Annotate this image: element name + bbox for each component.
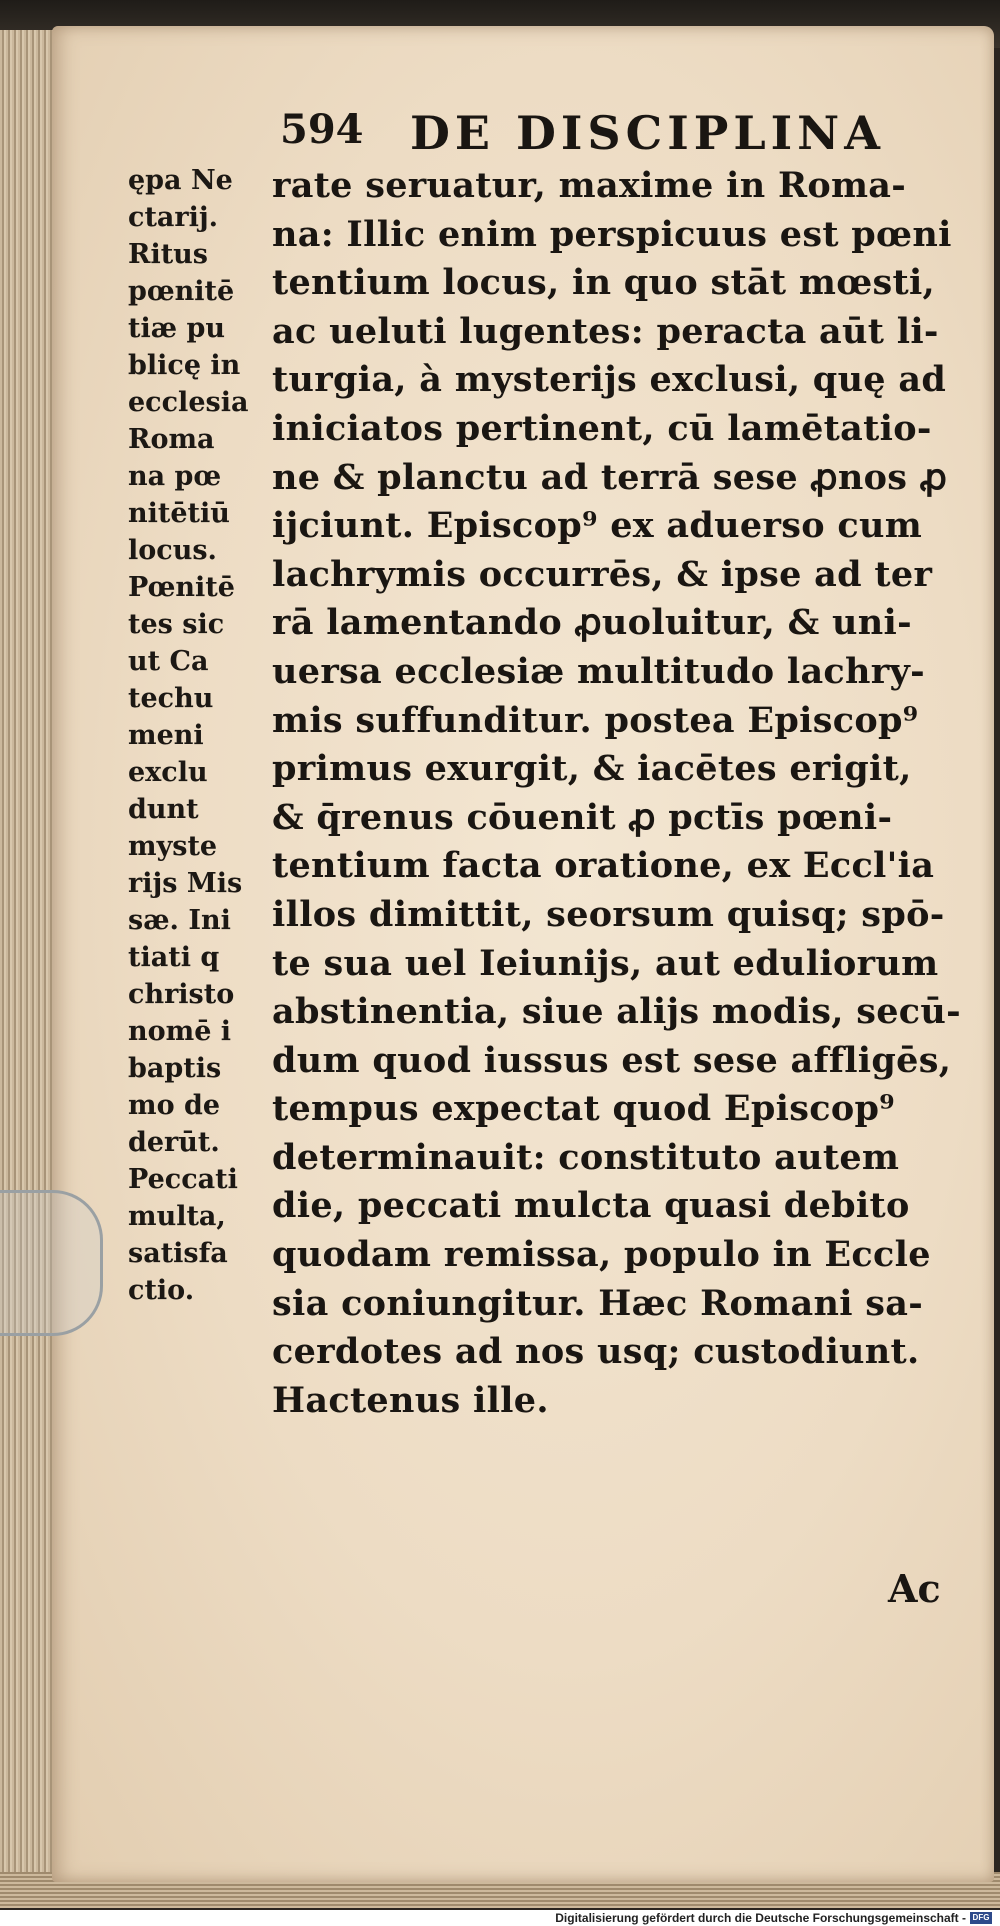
- book-page-edges: [0, 30, 60, 1890]
- margin-note-line: na pœ: [128, 461, 222, 492]
- text-line: dum quod iussus est sese affligēs,: [272, 1039, 952, 1081]
- text-line: Hactenus ille.: [272, 1379, 549, 1421]
- text-line: iniciatos pertinent, cū lamētatio-: [272, 407, 932, 449]
- margin-note-line: mo de: [128, 1090, 221, 1121]
- margin-note-line: satisfa: [128, 1238, 228, 1269]
- text-line: rā lamentando ꝓuoluitur, & uni-: [272, 602, 912, 644]
- running-title: DE DISCIPLINA: [410, 106, 885, 160]
- footer-credit: Digitalisierung gefördert durch die Deutsche Forschungsgemeinschaft -: [555, 1911, 966, 1925]
- text-line: uersa ecclesiæ multitudo lachry-: [272, 650, 925, 692]
- margin-note-line: ępa Ne: [128, 165, 233, 196]
- text-line: ijciunt. Episcop⁹ ex aduerso cum: [272, 505, 923, 547]
- margin-note-line: Roma: [128, 424, 215, 455]
- margin-note-line: ecclesia: [128, 387, 249, 418]
- margin-note-line: meni: [128, 720, 204, 751]
- text-line: turgia, à mysterijs exclusi, quę ad: [272, 359, 947, 401]
- dfg-logo-icon: DFG: [970, 1912, 992, 1924]
- text-line: primus exurgit, & iacētes erigit,: [272, 748, 912, 790]
- text-line: determinauit: constituto autem: [272, 1136, 900, 1178]
- page-number: 594: [280, 106, 364, 153]
- text-line: ac ueluti lugentes: peracta aūt li-: [272, 310, 939, 352]
- text-line: sia coniungitur. Hæc Romani sa-: [272, 1282, 924, 1324]
- margin-note-line: ut Ca: [128, 646, 209, 677]
- text-line: te sua uel Ieiunijs, aut eduliorum: [272, 942, 939, 984]
- text-line: cerdotes ad nos usq; custodiunt.: [272, 1331, 920, 1373]
- text-line: abstinentia, siue alijs modis, secū-: [272, 991, 961, 1033]
- text-line: rate seruatur, maxime in Roma-: [272, 165, 907, 206]
- margin-note-line: sæ. Ini: [128, 905, 231, 936]
- text-line: tentium locus, in quo stāt mœsti,: [272, 262, 936, 304]
- margin-note-line: multa,: [128, 1201, 226, 1232]
- margin-note-line: nomē i: [128, 1016, 232, 1047]
- margin-note-line: Peccati: [128, 1164, 238, 1195]
- margin-note-line: ctarij.: [128, 202, 219, 233]
- book-clasp: [0, 1190, 103, 1336]
- margin-note-line: baptis: [128, 1053, 222, 1084]
- margin-note-line: Pœnitē: [128, 572, 235, 603]
- text-line: tempus expectat quod Episcop⁹: [272, 1088, 895, 1130]
- catchword: Ac: [888, 1566, 941, 1611]
- text-line: die, peccati mulcta quasi debito: [272, 1185, 910, 1227]
- margin-note-line: pœnitē: [128, 276, 235, 307]
- margin-note-line: christo: [128, 979, 235, 1010]
- text-line: tentium facta oratione, ex Eccl'ia: [272, 845, 935, 887]
- text-line: ne & planctu ad terrā sese ꝓnos ꝓ: [272, 456, 948, 498]
- margin-note-line: nitētiū: [128, 498, 230, 529]
- margin-note-line: tes sic: [128, 609, 225, 640]
- margin-note-line: dunt: [128, 794, 199, 825]
- margin-note-line: blicę in: [128, 350, 241, 381]
- margin-note-line: techu: [128, 683, 214, 714]
- text-line: illos dimittit, seorsum quisq; spō-: [272, 893, 945, 935]
- digitization-footer: [0, 1910, 1000, 1926]
- page-header: [280, 106, 920, 166]
- margin-notes: [128, 162, 258, 1309]
- margin-note-line: tiati q: [128, 942, 220, 973]
- text-line: quodam remissa, populo in Eccle: [272, 1234, 931, 1276]
- margin-note-line: ctio.: [128, 1275, 195, 1306]
- text-line: na: Illic enim perspicuus est pœni: [272, 213, 952, 255]
- margin-note-line: rijs Mis: [128, 868, 243, 899]
- text-line: & q̄renus cōuenit ꝓ pctīs pœni-: [272, 796, 893, 838]
- margin-note-line: locus.: [128, 535, 217, 566]
- text-line: lachrymis occurrēs, & ipse ad ter: [272, 553, 933, 595]
- margin-note-line: exclu: [128, 757, 208, 788]
- margin-note-line: tiæ pu: [128, 313, 225, 344]
- margin-note-line: derūt.: [128, 1127, 220, 1158]
- margin-note-line: myste: [128, 831, 218, 862]
- text-line: mis suffunditur. postea Episcop⁹: [272, 699, 919, 741]
- margin-note-line: Ritus: [128, 239, 208, 270]
- body-text: [272, 162, 962, 1425]
